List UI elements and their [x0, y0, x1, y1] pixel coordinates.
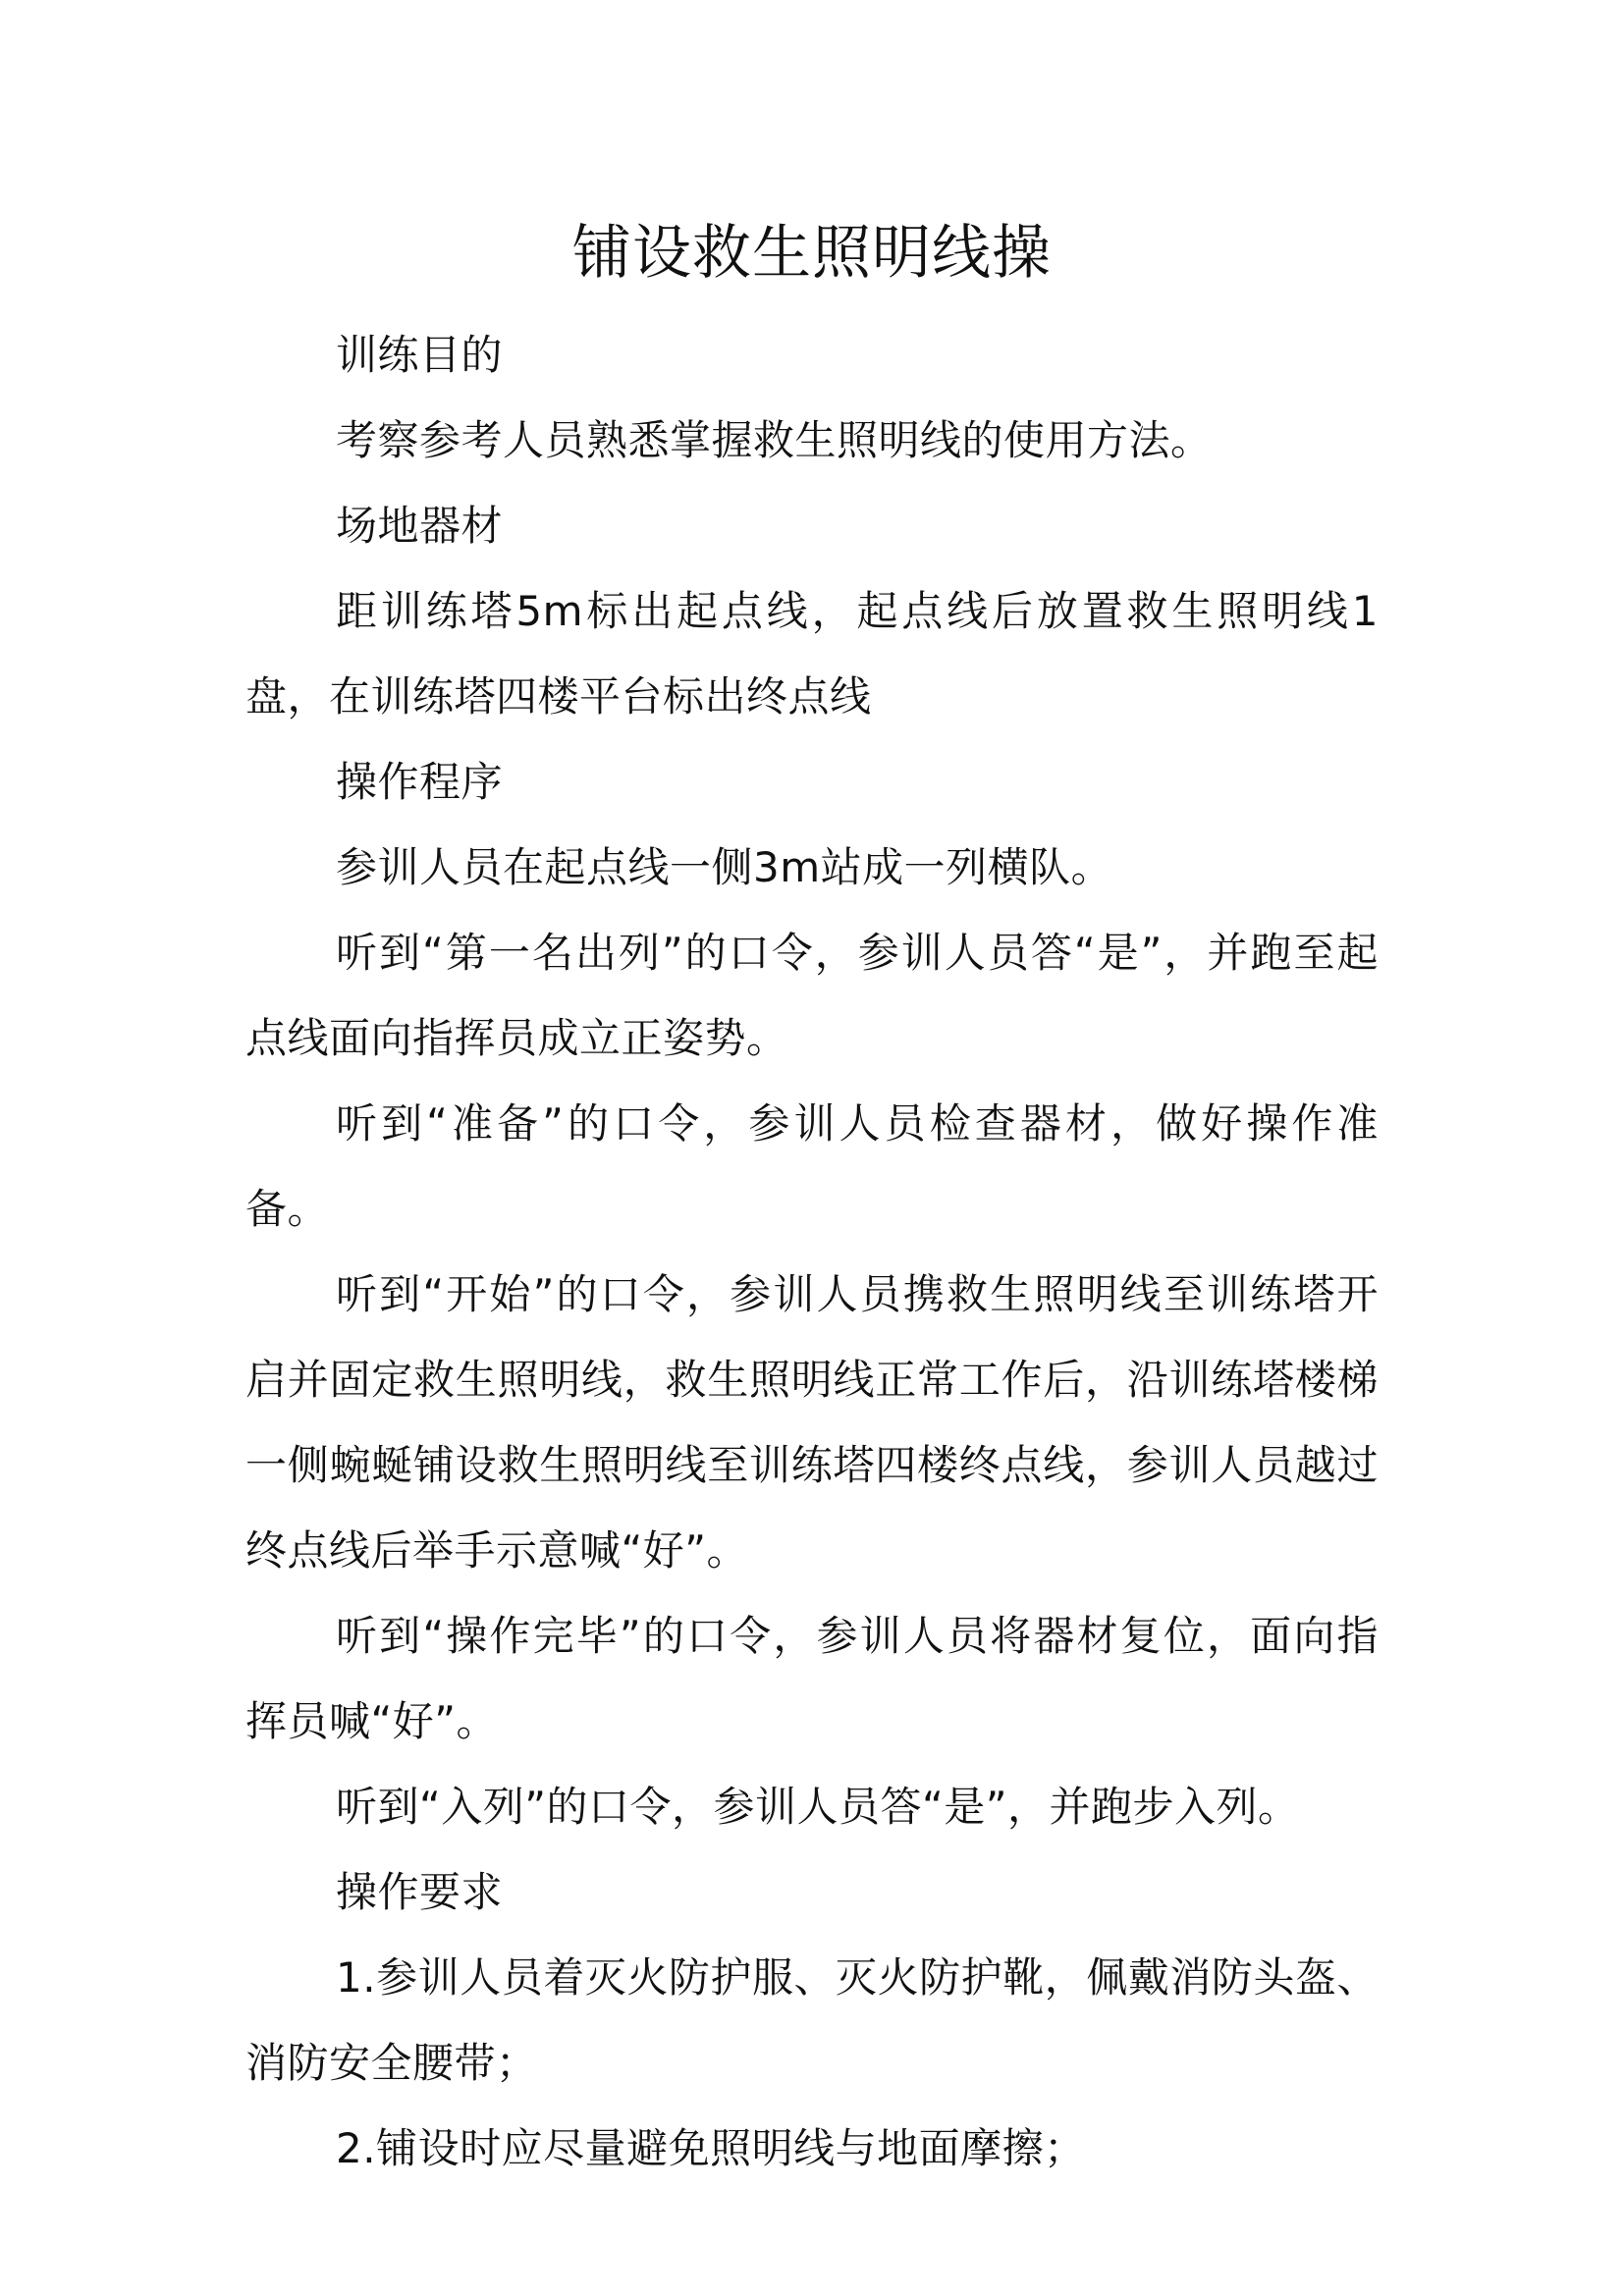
section-heading-purpose: 训练目的	[336, 331, 504, 379]
paragraph-equipment: 距训练塔5m标出起点线，起点线后放置救生照明线1盘，在训练塔四楼平台标出终点线	[245, 587, 1379, 721]
paragraph-procedure-6: 听到“入列”的口令，参训人员答“是”，并跑步入列。	[336, 1783, 1300, 1831]
section-heading-requirements: 操作要求	[336, 1868, 504, 1916]
paragraph-requirement-2: 2.铺设时应尽量避免照明线与地面摩擦；	[336, 2124, 1086, 2172]
section-heading-equipment: 场地器材	[336, 502, 504, 550]
paragraph-procedure-4: 听到“开始”的口令，参训人员携救生照明线至训练塔开启并固定救生照明线，救生照明线正常工作后，沿训练塔楼梯一侧蜿蜒铺设救生照明线至训练塔四楼终点线，参训人员越过终点线后举手示意喊“好”。	[245, 1270, 1379, 1575]
section-heading-procedure: 操作程序	[336, 758, 504, 806]
paragraph-procedure-2: 听到“第一名出列”的口令，参训人员答“是”，并跑至起点线面向指挥员成立正姿势。	[245, 929, 1379, 1062]
paragraph-procedure-1: 参训人员在起点线一侧3m站成一列横队。	[336, 843, 1113, 891]
paragraph-procedure-3: 听到“准备”的口令，参训人员检查器材，做好操作准备。	[245, 1099, 1379, 1233]
document-title: 铺设救生照明线操	[572, 219, 1052, 288]
paragraph-purpose: 考察参考人员熟悉掌握救生照明线的使用方法。	[336, 416, 1213, 464]
paragraph-procedure-5: 听到“操作完毕”的口令，参训人员将器材复位，面向指挥员喊“好”。	[245, 1612, 1379, 1745]
paragraph-requirement-1: 1.参训人员着灭火防护服、灭火防护靴，佩戴消防头盔、消防安全腰带；	[245, 1953, 1379, 2087]
